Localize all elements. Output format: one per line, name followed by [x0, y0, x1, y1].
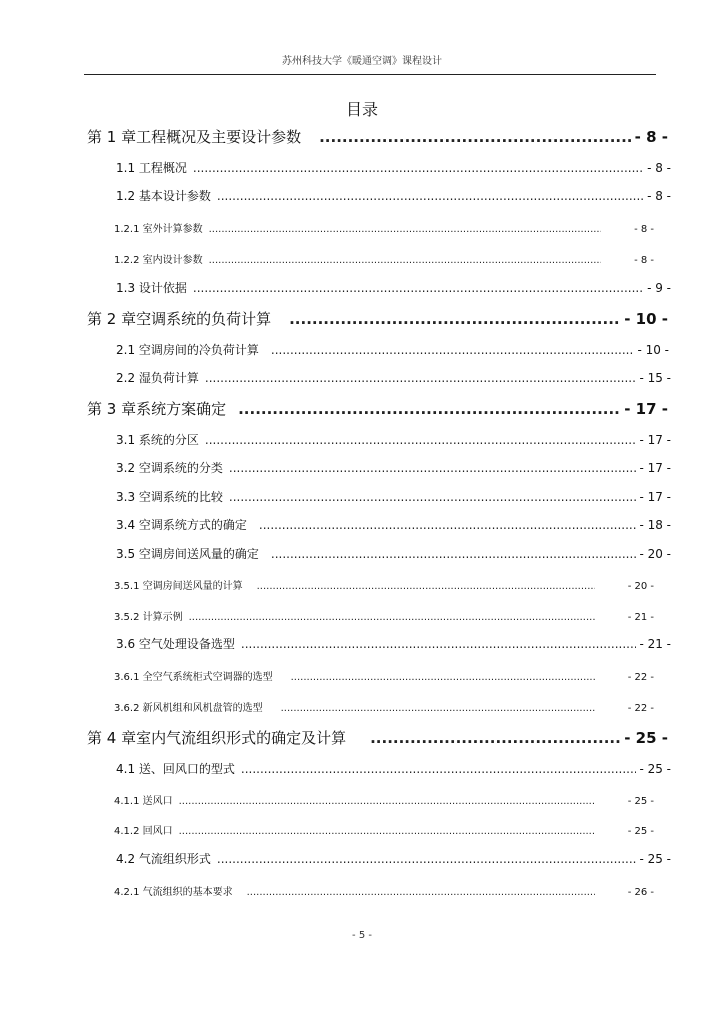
toc-entry-3-3[interactable]	[116, 488, 671, 505]
toc-entry-1-2-2[interactable]	[114, 251, 654, 266]
toc-leader-dots	[271, 343, 635, 357]
toc-entry-page: - 17 -	[639, 490, 671, 504]
toc-leader-dots	[291, 672, 595, 683]
toc-entry-chapter-2[interactable]	[87, 308, 668, 329]
toc-leader-dots	[209, 224, 601, 235]
toc-entry-title: 第 4 章室内气流组织形式的确定及计算	[87, 729, 347, 747]
toc-entry-title: 3.5 空调房间送风量的确定	[116, 547, 259, 561]
toc-entry-title: 3.1 系统的分区	[116, 433, 199, 447]
toc-leader-dots	[229, 461, 637, 475]
toc-entry-4-2[interactable]	[116, 850, 671, 867]
toc-entry-1-3[interactable]	[116, 279, 671, 296]
toc-leader-dots	[241, 762, 637, 776]
toc-entry-page: - 21 -	[639, 637, 671, 651]
toc-entry-title: 3.6 空气处理设备选型	[116, 637, 235, 651]
toc-entry-title: 第 1 章工程概况及主要设计参数	[87, 128, 302, 146]
toc-entry-page: - 10 -	[624, 310, 668, 328]
toc-entry-page: - 9 -	[647, 281, 671, 295]
toc-entry-title: 1.1 工程概况	[116, 161, 187, 175]
toc-entry-3-1[interactable]	[116, 431, 671, 448]
toc-entry-title: 1.2.1 室外计算参数	[114, 224, 203, 235]
toc-entry-2-1[interactable]	[116, 341, 669, 358]
toc-entry-page: - 20 -	[627, 581, 654, 592]
toc-leader-dots	[179, 826, 595, 837]
toc-entry-4-1-1[interactable]	[114, 792, 654, 807]
toc-entry-title: 4.2.1 气流组织的基本要求	[114, 887, 233, 898]
toc-entry-page: - 26 -	[627, 887, 654, 898]
toc-entry-3-5[interactable]	[116, 545, 671, 562]
toc-entry-1-2-1[interactable]	[114, 220, 654, 235]
toc-entry-4-1-2[interactable]	[114, 822, 654, 837]
toc-entry-page: - 17 -	[639, 433, 671, 447]
toc-entry-4-1[interactable]	[116, 760, 671, 777]
toc-entry-3-6-2[interactable]	[114, 699, 654, 714]
toc-leader-dots	[193, 161, 644, 175]
toc-entry-title: 1.2.2 室内设计参数	[114, 255, 203, 266]
toc-entry-page: - 8 -	[647, 161, 671, 175]
toc-leader-dots	[238, 400, 621, 418]
toc-entry-chapter-3[interactable]	[87, 398, 668, 419]
toc-entry-page: - 25 -	[624, 729, 668, 747]
toc-entry-3-6[interactable]	[116, 635, 671, 652]
toc-title: 目录	[345, 100, 378, 119]
toc-leader-dots	[193, 281, 644, 295]
toc-entry-title: 2.2 湿负荷计算	[116, 371, 199, 385]
toc-entry-title: 3.6.2 新风机组和风机盘管的选型	[114, 703, 263, 714]
toc-entry-title: 第 2 章空调系统的负荷计算	[87, 310, 272, 328]
toc-leader-dots	[271, 547, 637, 561]
toc-leader-dots	[205, 433, 637, 447]
toc-entry-title: 1.2 基本设计参数	[116, 189, 211, 203]
toc-entry-3-4[interactable]	[116, 516, 671, 533]
toc-entry-page: - 17 -	[624, 400, 668, 418]
toc-entry-page: - 15 -	[639, 371, 671, 385]
toc-entry-page: - 21 -	[627, 612, 654, 623]
toc-leader-dots	[217, 852, 637, 866]
toc-entry-page: - 25 -	[639, 762, 671, 776]
toc-leader-dots	[229, 490, 637, 504]
toc-leader-dots	[179, 796, 595, 807]
toc-entry-title: 3.5.2 计算示例	[114, 612, 183, 623]
toc-leader-dots	[241, 637, 637, 651]
toc-entry-page: - 17 -	[639, 461, 671, 475]
toc-entry-chapter-1[interactable]	[87, 126, 668, 147]
toc-entry-title: 第 3 章系统方案确定	[87, 400, 227, 418]
toc-entry-page: - 8 -	[634, 255, 654, 266]
toc-leader-dots	[259, 518, 637, 532]
toc-entry-2-2[interactable]	[116, 369, 671, 386]
toc-entry-title: 2.1 空调房间的冷负荷计算	[116, 343, 259, 357]
toc-entry-page: - 22 -	[627, 703, 654, 714]
toc-leader-dots	[289, 310, 621, 328]
toc-entry-page: - 8 -	[634, 224, 654, 235]
toc-leader-dots	[205, 371, 637, 385]
toc-entry-page: - 8 -	[647, 189, 671, 203]
toc-entry-page: - 25 -	[639, 852, 671, 866]
toc-entry-title: 1.3 设计依据	[116, 281, 187, 295]
toc-entry-chapter-4[interactable]	[87, 727, 668, 748]
toc-leader-dots	[370, 729, 621, 747]
toc-entry-3-5-1[interactable]	[114, 577, 654, 592]
toc-entry-1-2[interactable]	[116, 187, 671, 204]
toc-entry-page: - 8 -	[634, 128, 668, 146]
toc-leader-dots	[281, 703, 595, 714]
toc-entry-page: - 25 -	[627, 826, 654, 837]
toc-leader-dots	[247, 887, 595, 898]
toc-entry-title: 3.4 空调系统方式的确定	[116, 518, 247, 532]
toc-entry-page: - 22 -	[627, 672, 654, 683]
toc-entry-title: 4.1.2 回风口	[114, 826, 173, 837]
toc-entry-page: - 10 -	[637, 343, 669, 357]
toc-entry-title: 4.1.1 送风口	[114, 796, 173, 807]
toc-leader-dots	[209, 255, 601, 266]
toc-entry-page: - 25 -	[627, 796, 654, 807]
toc-entry-3-6-1[interactable]	[114, 668, 654, 683]
toc-entry-title: 3.3 空调系统的比较	[116, 490, 223, 504]
page-header: 苏州科技大学《暖通空调》课程设计	[282, 56, 442, 67]
toc-entry-page: - 18 -	[639, 518, 671, 532]
page-number: - 5 -	[352, 930, 372, 941]
toc-entry-1-1[interactable]	[116, 159, 671, 176]
toc-entry-3-5-2[interactable]	[114, 608, 654, 623]
toc-entry-title: 3.6.1 全空气系统柜式空调器的选型	[114, 672, 273, 683]
toc-entry-title: 3.2 空调系统的分类	[116, 461, 223, 475]
toc-entry-title: 4.2 气流组织形式	[116, 852, 211, 866]
toc-leader-dots	[217, 189, 644, 203]
toc-entry-title: 4.1 送、回风口的型式	[116, 762, 235, 776]
toc-entry-3-2[interactable]	[116, 459, 671, 476]
toc-leader-dots	[319, 128, 632, 146]
toc-entry-title: 3.5.1 空调房间送风量的计算	[114, 581, 243, 592]
toc-leader-dots	[189, 612, 595, 623]
toc-entry-4-2-1[interactable]	[114, 883, 654, 898]
toc-entry-page: - 20 -	[639, 547, 671, 561]
toc-leader-dots	[257, 581, 595, 592]
